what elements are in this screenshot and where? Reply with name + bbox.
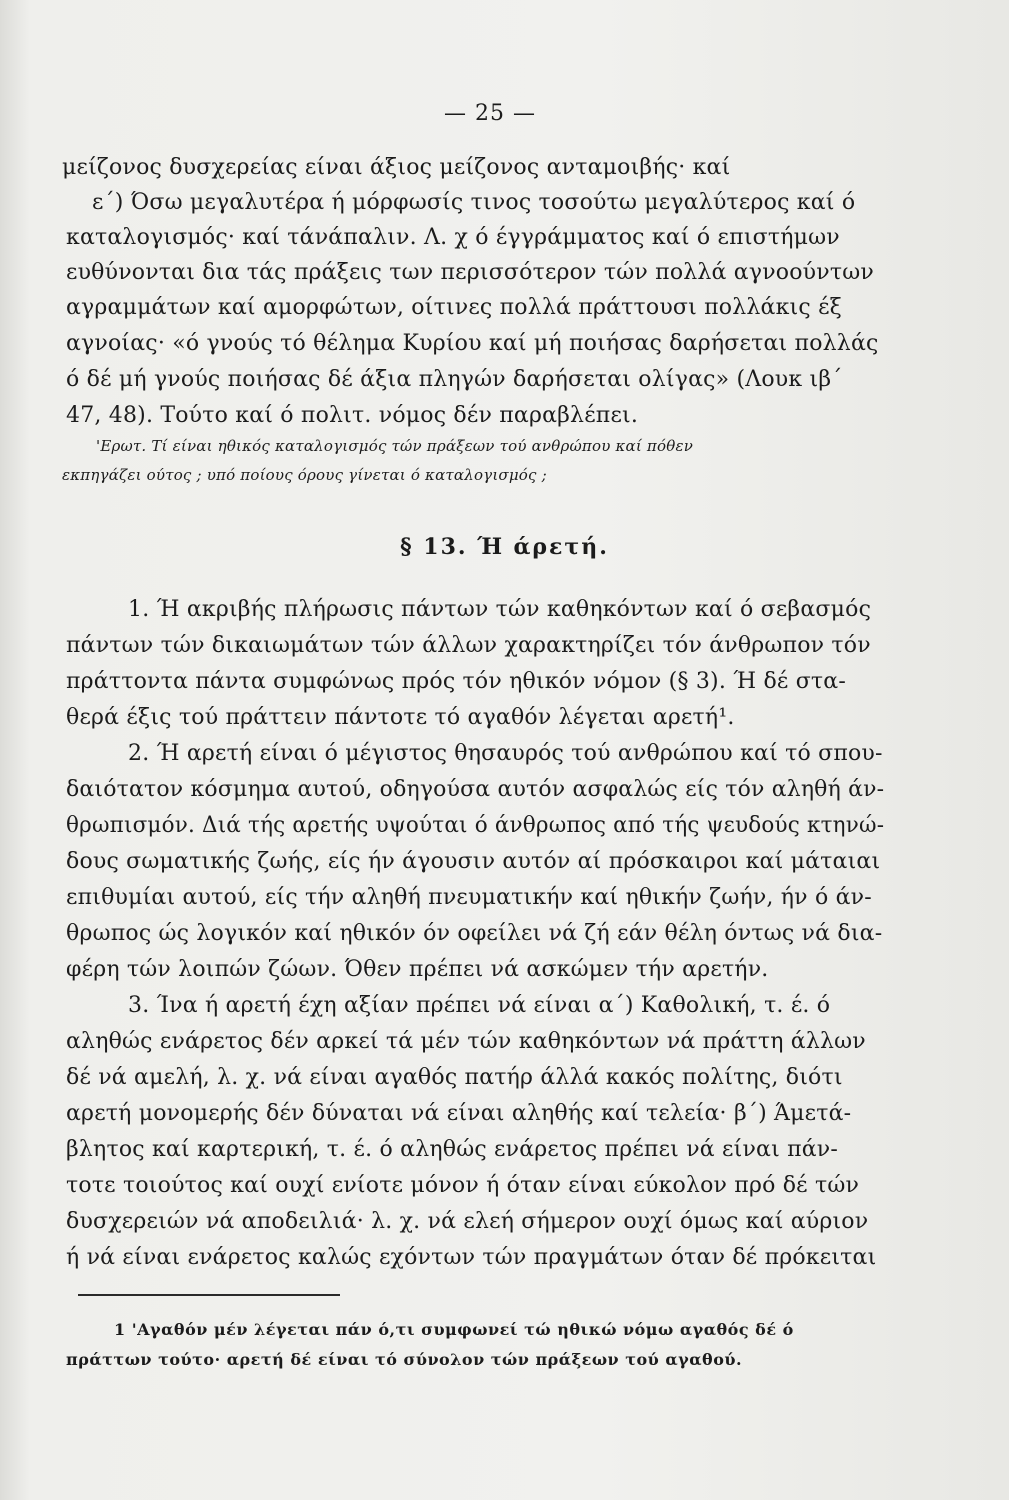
text-line: τοτε τοιούτος καί ουχί ενίοτε μόνον ή όταν είναι εύκολον πρό δέ τών <box>66 1173 860 1198</box>
text-line: 2. Ή αρετή είναι ό μέγιστος θησαυρός τού ανθρώπου καί τό σπου- <box>128 741 883 766</box>
text-line: 3. Ίνα ή αρετή έχη αξίαν πρέπει νά είναι α΄) Καθολική, τ. έ. ό <box>128 993 831 1018</box>
text-line: μείζονος δυσχερείας είναι άξιος μείζονος ανταμοιβής· καί <box>62 155 731 180</box>
page-number: — 25 — <box>444 101 536 126</box>
text-line: αγνοίας· «ό γνούς τό θέλημα Κυρίου καί μή ποιήσας δαρήσεται πολλάς <box>66 331 879 356</box>
footnote-line: πράττων τούτο· αρετή δέ είναι τό σύνολον τών πράξεων τού αγαθού. <box>66 1350 743 1369</box>
text-line: αγραμμάτων καί αμορφώτων, οίτινες πολλά πράττουσι πολλάκις έξ <box>66 295 842 320</box>
text-line: δαιότατον κόσμημα αυτού, οδηγούσα αυτόν ασφαλώς είς τόν αληθή άν- <box>66 777 885 802</box>
text-line: φέρη τών λοιπών ζώων. Όθεν πρέπει νά ασκώμεν τήν αρετήν. <box>66 957 769 982</box>
text-line: βλητος καί καρτερική, τ. έ. ό αληθώς ενάρετος πρέπει νά είναι πάν- <box>66 1137 839 1162</box>
question-line: 'Ερωτ. Τί είναι ηθικός καταλογισμός τών πράξεων τού ανθρώπου καί πόθεν <box>96 437 694 455</box>
section-heading: § 13. Ή άρετή. <box>400 534 609 560</box>
question-line: εκπηγάζει ούτος ; υπό ποίους όρους γίνεται ό καταλογισμός ; <box>62 466 547 484</box>
text-line: 1. Ή ακριβής πλήρωσις πάντων τών καθηκόντων καί ό σεβασμός <box>128 597 872 622</box>
text-line: θρωπισμόν. Διά τής αρετής υψούται ό άνθρωπος από τής ψευδούς κτηνώ- <box>66 813 885 838</box>
text-line: θρωπος ώς λογικόν καί ηθικόν όν οφείλει νά ζή εάν θέλη όντως νά δια- <box>66 921 883 946</box>
text-line: θερά έξις τού πράττειν πάντοτε τό αγαθόν λέγεται αρετή¹. <box>66 705 735 730</box>
text-line: ε΄) Όσω μεγαλυτέρα ή μόρφωσίς τινος τοσούτω μεγαλύτερος καί ό <box>92 190 856 215</box>
text-line: καταλογισμός· καί τάνάπαλιν. Λ. χ ό έγγράμματος καί ό επιστήμων <box>66 225 840 250</box>
text-line: ή νά είναι ενάρετος καλώς εχόντων τών πραγμάτων όταν δέ πρόκειται <box>66 1245 877 1270</box>
text-line: αληθώς ενάρετος δέν αρκεί τά μέν τών καθηκόντων νά πράττη άλλων <box>66 1029 866 1054</box>
text-line: επιθυμίαι αυτού, είς τήν αληθή πνευματικήν καί ηθικήν ζωήν, ήν ό άν- <box>66 885 872 910</box>
footnote-line: 1 'Αγαθόν μέν λέγεται πάν ό,τι συμφωνεί τώ ηθικώ νόμω αγαθός δέ ό <box>114 1320 794 1339</box>
text-line: πάντων τών δικαιωμάτων τών άλλων χαρακτηρίζει τόν άνθρωπον τόν <box>66 633 871 658</box>
text-line: ό δέ μή γνούς ποιήσας δέ άξια πληγών δαρήσεται ολίγας» (Λουκ ιβ΄ <box>66 367 843 392</box>
text-line: ευθύνονται δια τάς πράξεις των περισσότερον τών πολλά αγνοούντων <box>66 260 874 285</box>
text-line: δους σωματικής ζωής, είς ήν άγουσιν αυτόν αί πρόσκαιροι καί μάταιαι <box>66 849 881 874</box>
text-line: δυσχερειών νά αποδειλιά· λ. χ. νά ελεή σήμερον ουχί όμως καί αύριον <box>66 1209 869 1234</box>
text-line: πράττοντα πάντα συμφώνως πρός τόν ηθικόν νόμον (§ 3). Ή δέ στα- <box>66 669 846 694</box>
text-line: 47, 48). Τούτο καί ό πολιτ. νόμος δέν παραβλέπει. <box>66 403 639 428</box>
text-line: δέ νά αμελή, λ. χ. νά είναι αγαθός πατήρ άλλά κακός πολίτης, διότι <box>66 1065 843 1090</box>
text-line: αρετή μονομερής δέν δύναται νά είναι αληθής καί τελεία· β΄) Άμετά- <box>66 1101 852 1126</box>
footnote-divider <box>78 1294 340 1296</box>
